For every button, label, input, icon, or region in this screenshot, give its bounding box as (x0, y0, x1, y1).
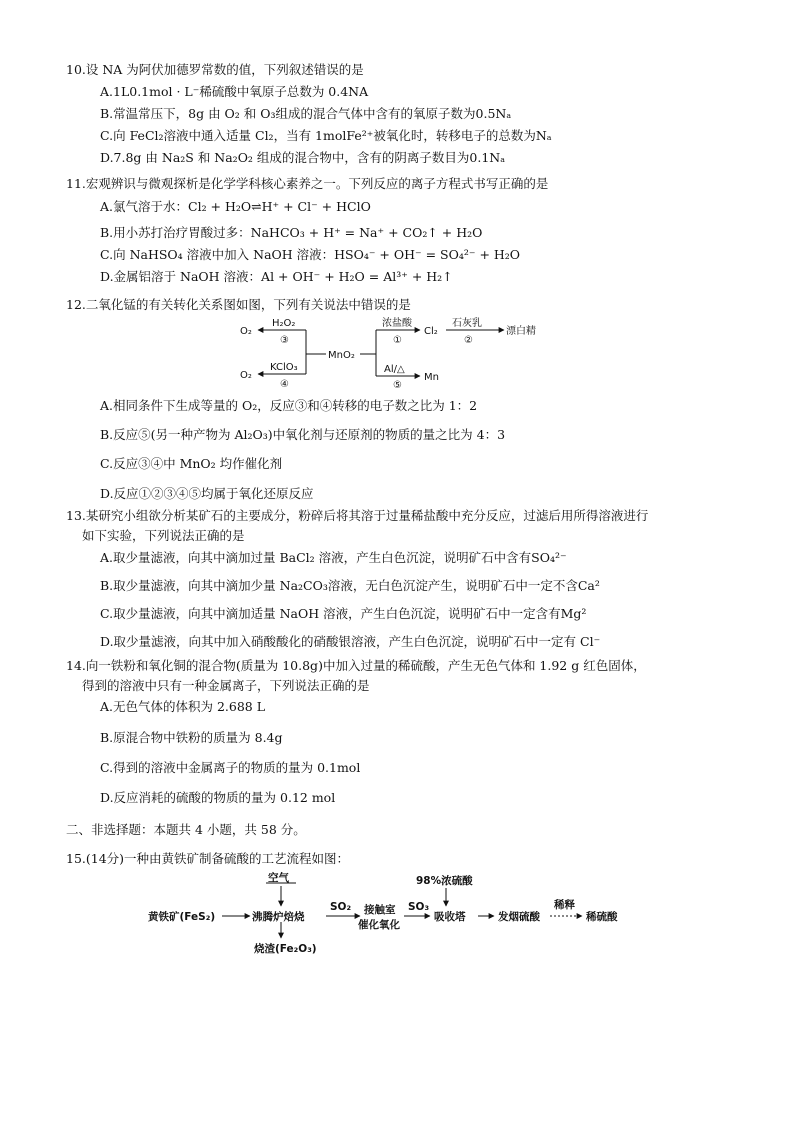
q12-option-c: C.反应③④中 MnO₂ 均作催化剂 (100, 456, 283, 471)
mno2-center-label: MnO₂ (328, 350, 355, 361)
section-heading: 二、非选择题：本题共 4 小题，共 58 分。 (66, 822, 306, 837)
step-3-label: ③ (280, 335, 289, 346)
contact-room-label: 接触室 (364, 904, 396, 916)
q12-option-b: B.反应⑤(另一种产物为 Al₂O₃)中氧化剂与还原剂的物质的量之比为 4：3 (100, 427, 506, 442)
q14-stem-line1: 14.向一铁粉和氧化铜的混合物(质量为 10.8g)中加入过量的稀硫酸，产生无色气体和 1.92 g 红色固体， (66, 658, 646, 673)
dilute-label: 稀释 (554, 899, 575, 911)
dilute-acid-label: 稀硫酸 (586, 911, 618, 923)
q11-option-a: A.氯气溶于水：Cl₂ + H₂O⇌H⁺ + Cl⁻ + HClO (100, 199, 371, 214)
so3-label: SO₃ (408, 901, 430, 913)
al-heat-label: Al/△ (384, 364, 405, 375)
q13-stem-line1: 13.某研究小组欲分析某矿石的主要成分，粉碎后将其溶于过量稀盐酸中充分反应，过滤后用所得溶液进行 (66, 508, 649, 523)
lime-milk-label: 石灰乳 (452, 318, 482, 329)
step-2-label: ② (464, 335, 473, 346)
q10-option-c: C.向 FeCl₂溶液中通入适量 Cl₂，当有 1molFe²⁺被氧化时，转移电子的总数为Nₐ (100, 128, 552, 143)
o2-bottom-label: O₂ (240, 370, 252, 381)
oleum-label: 发烟硫酸 (498, 911, 540, 923)
h2o2-label: H₂O₂ (272, 318, 296, 329)
conc-sulfuric-label: 98%浓硫酸 (416, 875, 473, 887)
q14-stem-line2: 得到的溶液中只有一种金属离子，下列说法正确的是 (82, 678, 370, 693)
q12-option-d: D.反应①②③④⑤均属于氧化还原反应 (100, 486, 314, 501)
q13-stem-line2: 如下实验，下列说法正确的是 (82, 528, 245, 543)
sulfuric-acid-process-flow (148, 870, 648, 960)
q10-option-a: A.1L0.1mol · L⁻稀硫酸中氧原子总数为 0.4NA (100, 84, 369, 99)
kclo3-label: KClO₃ (270, 362, 298, 373)
cl2-label: Cl₂ (424, 326, 438, 337)
q13-option-a: A.取少量滤液，向其中滴加过量 BaCl₂ 溶液，产生白色沉淀，说明矿石中含有SO₄²⁻ (100, 550, 567, 565)
q13-option-d: D.取少量滤液，向其中加入硝酸酸化的硝酸银溶液，产生白色沉淀，说明矿石中一定有 Cl⁻ (100, 634, 601, 649)
q10-option-b: B.常温常压下，8g 由 O₂ 和 O₃组成的混合气体中含有的氧原子数为0.5Nₐ (100, 106, 512, 121)
q11-option-b: B.用小苏打治疗胃酸过多：NaHCO₃ + H⁺ = Na⁺ + CO₂↑ + H₂O (100, 225, 483, 240)
absorber-label: 吸收塔 (434, 911, 466, 923)
q14-option-b: B.原混合物中铁粉的质量为 8.4g (100, 730, 283, 745)
q14-option-d: D.反应消耗的硫酸的物质的量为 0.12 mol (100, 790, 336, 805)
pyrite-label: 黄铁矿(FeS₂) (148, 911, 216, 923)
furnace-label: 沸腾炉焙烧 (252, 911, 305, 923)
q14-option-a: A.无色气体的体积为 2.688 L (100, 699, 266, 714)
slag-label: 烧渣(Fe₂O₃) (254, 943, 317, 955)
bleach-label: 漂白精 (506, 326, 536, 337)
conc-hcl-label: 浓盐酸 (382, 318, 412, 329)
o2-top-label: O₂ (240, 326, 252, 337)
catalytic-oxidation-label: 催化氧化 (358, 919, 400, 931)
q11-stem: 11.宏观辨识与微观探析是化学学科核心素养之一。下列反应的离子方程式书写正确的是 (66, 176, 549, 191)
q15-stem: 15.(14分)一种由黄铁矿制备硫酸的工艺流程如图： (66, 851, 350, 866)
q11-option-c: C.向 NaHSO₄ 溶液中加入 NaOH 溶液：HSO₄⁻ + OH⁻ = SO₄²⁻ + H₂O (100, 247, 521, 262)
mno2-conversion-diagram (240, 318, 536, 391)
q10-stem: 10.设 NA 为阿伏加德罗常数的值，下列叙述错误的是 (66, 62, 364, 77)
mn-label: Mn (424, 372, 439, 383)
q14-option-c: C.得到的溶液中金属离子的物质的量为 0.1mol (100, 760, 361, 775)
q12-option-a: A.相同条件下生成等量的 O₂，反应③和④转移的电子数之比为 1：2 (100, 398, 478, 413)
step-5-label: ⑤ (393, 380, 402, 391)
step-4-label: ④ (280, 379, 289, 390)
q11-option-d: D.金属铝溶于 NaOH 溶液：Al + OH⁻ + H₂O = Al³⁺ + H₂↑ (100, 269, 453, 284)
step-1-label: ① (393, 335, 402, 346)
q10-option-d: D.7.8g 由 Na₂S 和 Na₂O₂ 组成的混合物中，含有的阴离子数目为0.1Nₐ (100, 150, 506, 165)
q13-option-b: B.取少量滤液，向其中滴加少量 Na₂CO₃溶液，无白色沉淀产生，说明矿石中一定不含Ca² (100, 578, 600, 593)
so2-label: SO₂ (330, 901, 352, 913)
q13-option-c: C.取少量滤液，向其中滴加适量 NaOH 溶液，产生白色沉淀，说明矿石中一定含有Mg² (100, 606, 587, 621)
q12-stem: 12.二氧化锰的有关转化关系图如图，下列有关说法中错误的是 (66, 297, 411, 312)
air-label: 空气 (268, 872, 289, 884)
